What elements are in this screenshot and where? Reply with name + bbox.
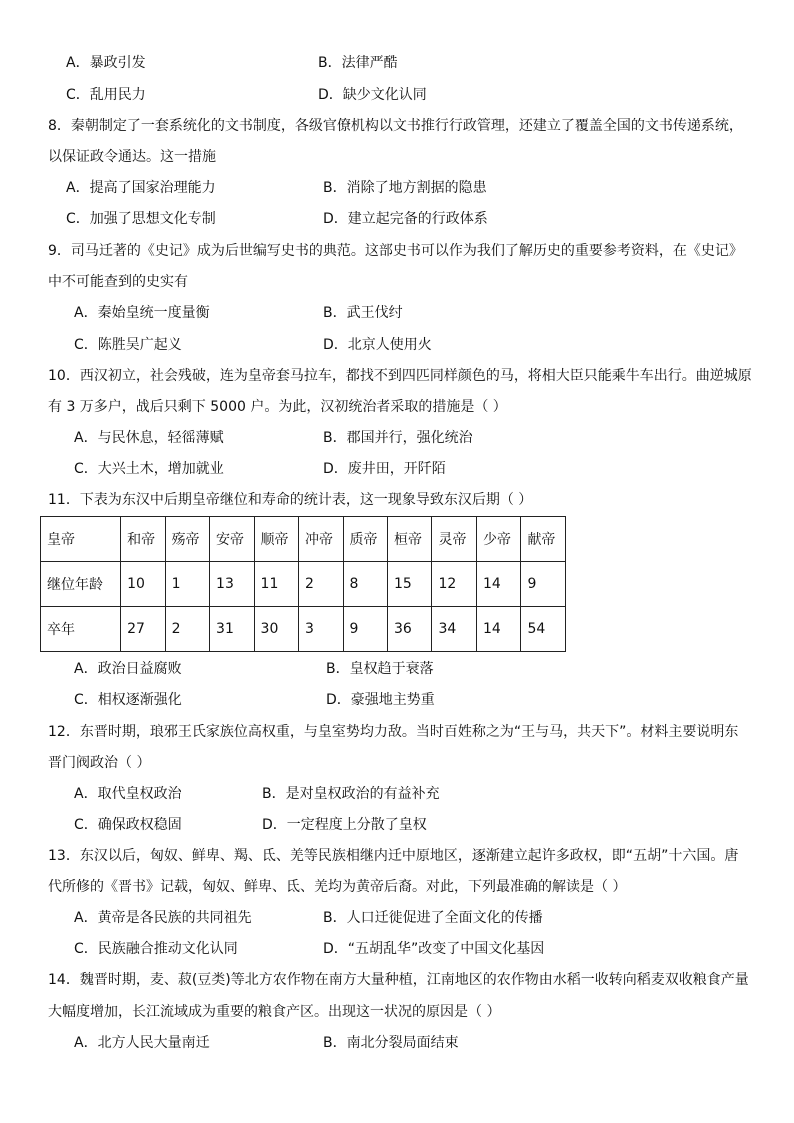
table-cell: 14 — [476, 562, 520, 607]
q12-option-c: C．确保政权稳固 — [74, 817, 182, 833]
q11-option-d: D．豪强地主势重 — [326, 692, 435, 708]
q7-option-a: A．暴政引发 — [66, 55, 146, 71]
q13-option-d: D．“五胡乱华”改变了中国文化基因 — [323, 941, 545, 957]
table-cell: 质帝 — [343, 517, 387, 562]
q13-option-b: B．人口迁徙促进了全面文化的传播 — [323, 910, 543, 926]
table-cell: 15 — [387, 562, 431, 607]
q9-stem-line1: 9．司马迁著的《史记》成为后世编写史书的典范。这部史书可以作为我们了解历史的重要参考资料，在《史记》 — [48, 243, 743, 259]
q8-option-b: B．消除了地方割据的隐患 — [323, 180, 487, 196]
q8-option-a: A．提高了国家治理能力 — [66, 180, 216, 196]
table-row — [41, 607, 566, 652]
table-cell: 9 — [521, 562, 566, 607]
q10-option-a: A．与民休息，轻徭薄赋 — [74, 430, 224, 446]
q12-stem-line1: 12．东晋时期，琅邪王氏家族位高权重，与皇室势均力敌。当时百姓称之为“王与马，共天下”。材料主要说明东 — [48, 724, 739, 740]
q12-option-a: A．取代皇权政治 — [74, 786, 182, 802]
table-cell: 和帝 — [121, 517, 165, 562]
table-cell: 皇帝 — [41, 517, 121, 562]
table-cell: 献帝 — [521, 517, 566, 562]
table-cell: 36 — [387, 607, 431, 652]
q10-stem-line2: 有 3 万多户，战后只剩下 5000 户。为此，汉初统治者采取的措施是（ ） — [48, 399, 507, 415]
q7-option-c: C．乱用民力 — [66, 87, 146, 103]
table-cell: 13 — [210, 562, 254, 607]
q9-option-c: C．陈胜吴广起义 — [74, 337, 182, 353]
table-cell: 2 — [299, 562, 343, 607]
table-cell: 31 — [210, 607, 254, 652]
q14-option-a: A．北方人民大量南迁 — [74, 1035, 210, 1051]
q9-option-a: A．秦始皇统一度量衡 — [74, 305, 210, 321]
table-cell: 34 — [432, 607, 476, 652]
table-cell: 30 — [254, 607, 298, 652]
table-cell: 顺帝 — [254, 517, 298, 562]
q10-option-c: C．大兴土木，增加就业 — [74, 461, 224, 477]
table-cell: 桓帝 — [387, 517, 431, 562]
q14-stem-line1: 14．魏晋时期，麦、菽(豆类)等北方农作物在南方大量种植，江南地区的农作物由水稻一收转向稻麦双收粮食产量 — [48, 972, 749, 988]
table-cell: 27 — [121, 607, 165, 652]
q8-option-c: C．加强了思想文化专制 — [66, 211, 216, 227]
q12-option-b: B．是对皇权政治的有益补充 — [262, 786, 440, 802]
table-cell: 8 — [343, 562, 387, 607]
q12-stem-line2: 晋门阀政治（ ） — [48, 755, 151, 771]
q8-stem-line2: 以保证政令通达。这一措施 — [48, 149, 216, 165]
q14-option-b: B．南北分裂局面结束 — [323, 1035, 459, 1051]
q10-option-b: B．郡国并行，强化统治 — [323, 430, 473, 446]
table-row — [41, 562, 566, 607]
table-cell: 10 — [121, 562, 165, 607]
q13-option-c: C．民族融合推动文化认同 — [74, 941, 238, 957]
table-cell: 少帝 — [476, 517, 520, 562]
q14-stem-line2: 大幅度增加，长江流域成为重要的粮食产区。出现这一状况的原因是（ ） — [48, 1004, 501, 1020]
q11-stem: 11．下表为东汉中后期皇帝继位和寿命的统计表，这一现象导致东汉后期（ ） — [48, 492, 533, 508]
table-cell: 灵帝 — [432, 517, 476, 562]
table-cell: 11 — [254, 562, 298, 607]
q10-option-d: D．废井田，开阡陌 — [323, 461, 446, 477]
table-cell: 3 — [299, 607, 343, 652]
table-cell: 安帝 — [210, 517, 254, 562]
table-cell: 12 — [432, 562, 476, 607]
table-cell: 1 — [165, 562, 209, 607]
table-cell: 14 — [476, 607, 520, 652]
q13-stem-line2: 代所修的《晋书》记载，匈奴、鲜卑、氐、羌均为黄帝后裔。对此，下列最准确的解读是（ ） — [48, 879, 627, 895]
q9-option-b: B．武王伐纣 — [323, 305, 403, 321]
q8-option-d: D．建立起完备的行政体系 — [323, 211, 488, 227]
q10-stem-line1: 10．西汉初立，社会残破，连为皇帝套马拉车，都找不到四匹同样颜色的马，将相大臣只能乘牛车出行。曲逆城原 — [48, 368, 752, 384]
table-cell: 卒年 — [41, 607, 121, 652]
table-cell: 冲帝 — [299, 517, 343, 562]
table-cell: 9 — [343, 607, 387, 652]
q11-option-b: B．皇权趋于衰落 — [326, 661, 434, 677]
q13-option-a: A．黄帝是各民族的共同祖先 — [74, 910, 252, 926]
table-cell: 2 — [165, 607, 209, 652]
q7-option-b: B．法律严酷 — [318, 55, 398, 71]
q9-option-d: D．北京人使用火 — [323, 337, 432, 353]
q12-option-d: D．一定程度上分散了皇权 — [262, 817, 427, 833]
table-cell: 继位年龄 — [41, 562, 121, 607]
table-header-row — [41, 517, 566, 562]
emperor-stats-table — [40, 516, 566, 652]
q11-option-a: A．政治日益腐败 — [74, 661, 182, 677]
q7-option-d: D．缺少文化认同 — [318, 87, 427, 103]
q11-option-c: C．相权逐渐强化 — [74, 692, 182, 708]
table-cell: 殇帝 — [165, 517, 209, 562]
q8-stem-line1: 8．秦朝制定了一套系统化的文书制度，各级官僚机构以文书推行行政管理，还建立了覆盖全国的文书传递系统， — [48, 118, 743, 134]
q9-stem-line2: 中不可能查到的史实有 — [48, 274, 188, 290]
table-cell: 54 — [521, 607, 566, 652]
q13-stem-line1: 13．东汉以后，匈奴、鲜卑、羯、氐、羌等民族相继内迁中原地区，逐渐建立起许多政权，即“五胡”十六国。唐 — [48, 848, 739, 864]
